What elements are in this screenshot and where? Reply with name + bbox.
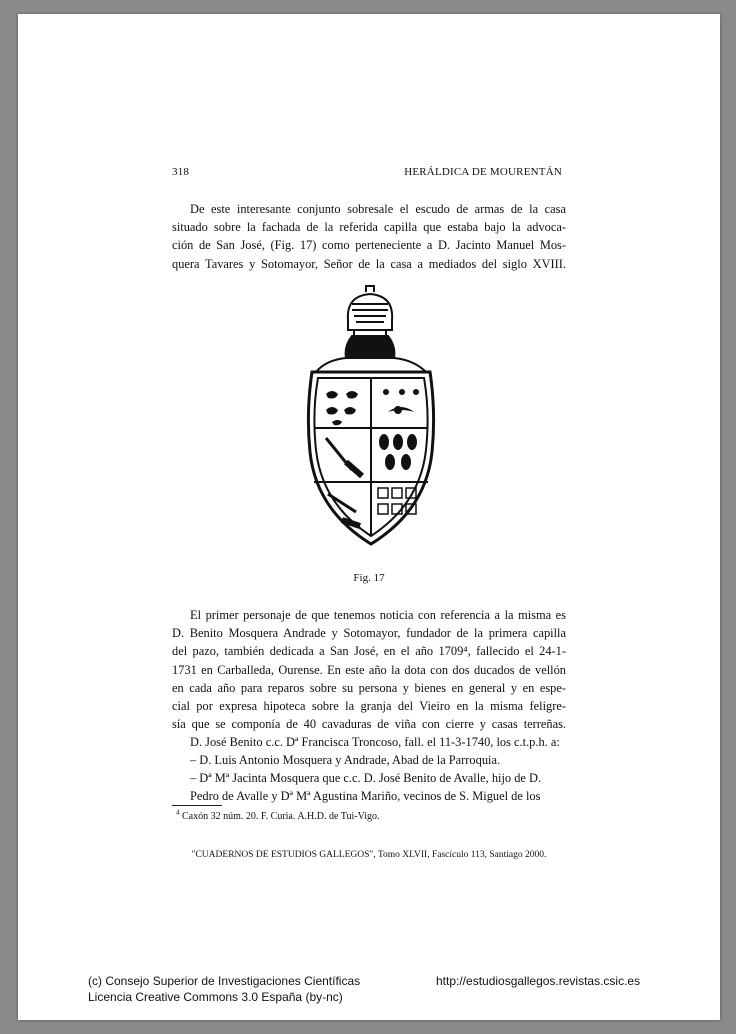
license-line-2: Licencia Creative Commons 3.0 España (by-nc) xyxy=(88,990,343,1004)
intro-paragraph xyxy=(172,200,566,273)
lineage-line: – Dª Mª Jacinta Mosquera que c.c. D. José Benito de Avalle, hijo de D. xyxy=(190,771,542,785)
lineage-line: D. José Benito c.c. Dª Francisca Troncoso, fall. el 11-3-1740, los c.t.p.h. a: xyxy=(190,735,560,749)
license-line-1: (c) Consejo Superior de Investigaciones Científicas xyxy=(88,974,361,988)
text-line: cial por expresa hipoteca sobre la granja del Vieiro en la misma feligre- xyxy=(172,699,566,714)
coat-of-arms-illustration xyxy=(286,282,456,552)
text-line: quera Tavares y Sotomayor, Señor de la casa a mediados del siglo XVIII. xyxy=(172,256,566,271)
footnote-divider xyxy=(172,805,222,806)
figure-caption: Fig. 17 xyxy=(353,572,385,584)
text-line: 1731 en Carballeda, Ourense. En este año la dota con dos ducados de vellón xyxy=(172,662,566,677)
page-number: 318 xyxy=(172,166,190,178)
text-line: en cada año para reparos sobre su persona y bienes en general y en espe- xyxy=(172,680,566,695)
document-page xyxy=(18,14,720,1020)
text-line: ción de San José, (Fig. 17) como perteneciente a D. Jacinto Manuel Mos- xyxy=(172,238,566,253)
journal-reference: "CUADERNOS DE ESTUDIOS GALLEGOS", Tomo XLVII, Fascículo 113, Santiago 2000. xyxy=(191,850,547,860)
lineage-line: Pedro de Avalle y Dª Mª Agustina Mariño, vecinos de S. Miguel de los xyxy=(190,789,541,803)
text-line: sía que se componía de 40 cavaduras de viña con cierre y casas terreñas. xyxy=(172,717,566,732)
lineage-line: – D. Luis Antonio Mosquera y Andrade, Abad de la Parroquia. xyxy=(190,753,501,767)
text-line: De este interesante conjunto sobresale el escudo de armas de la casa xyxy=(190,202,566,216)
running-title: HERÁLDICA DE MOURENTÁN xyxy=(404,166,562,178)
body-paragraph xyxy=(172,606,566,733)
text-line: situado sobre la fachada de la referida capilla que estaba bajo la advoca- xyxy=(172,220,566,235)
text-line: D. Benito Mosquera Andrade y Sotomayor, fundador de la primera capilla xyxy=(172,626,566,641)
footnote-marker: 4 xyxy=(176,808,180,817)
footnote-text: Caxón 32 núm. 20. F. Curia. A.H.D. de Tui-Vigo. xyxy=(182,811,380,822)
text-line: del pazo, también dedicada a San José, en el año 1709⁴, fallecido el 24-1- xyxy=(172,644,566,659)
text-line: El primer personaje de que tenemos noticia con referencia a la misma es xyxy=(190,608,566,622)
journal-url-link[interactable]: http://estudiosgallegos.revistas.csic.es xyxy=(436,974,641,988)
footnote xyxy=(176,808,380,822)
